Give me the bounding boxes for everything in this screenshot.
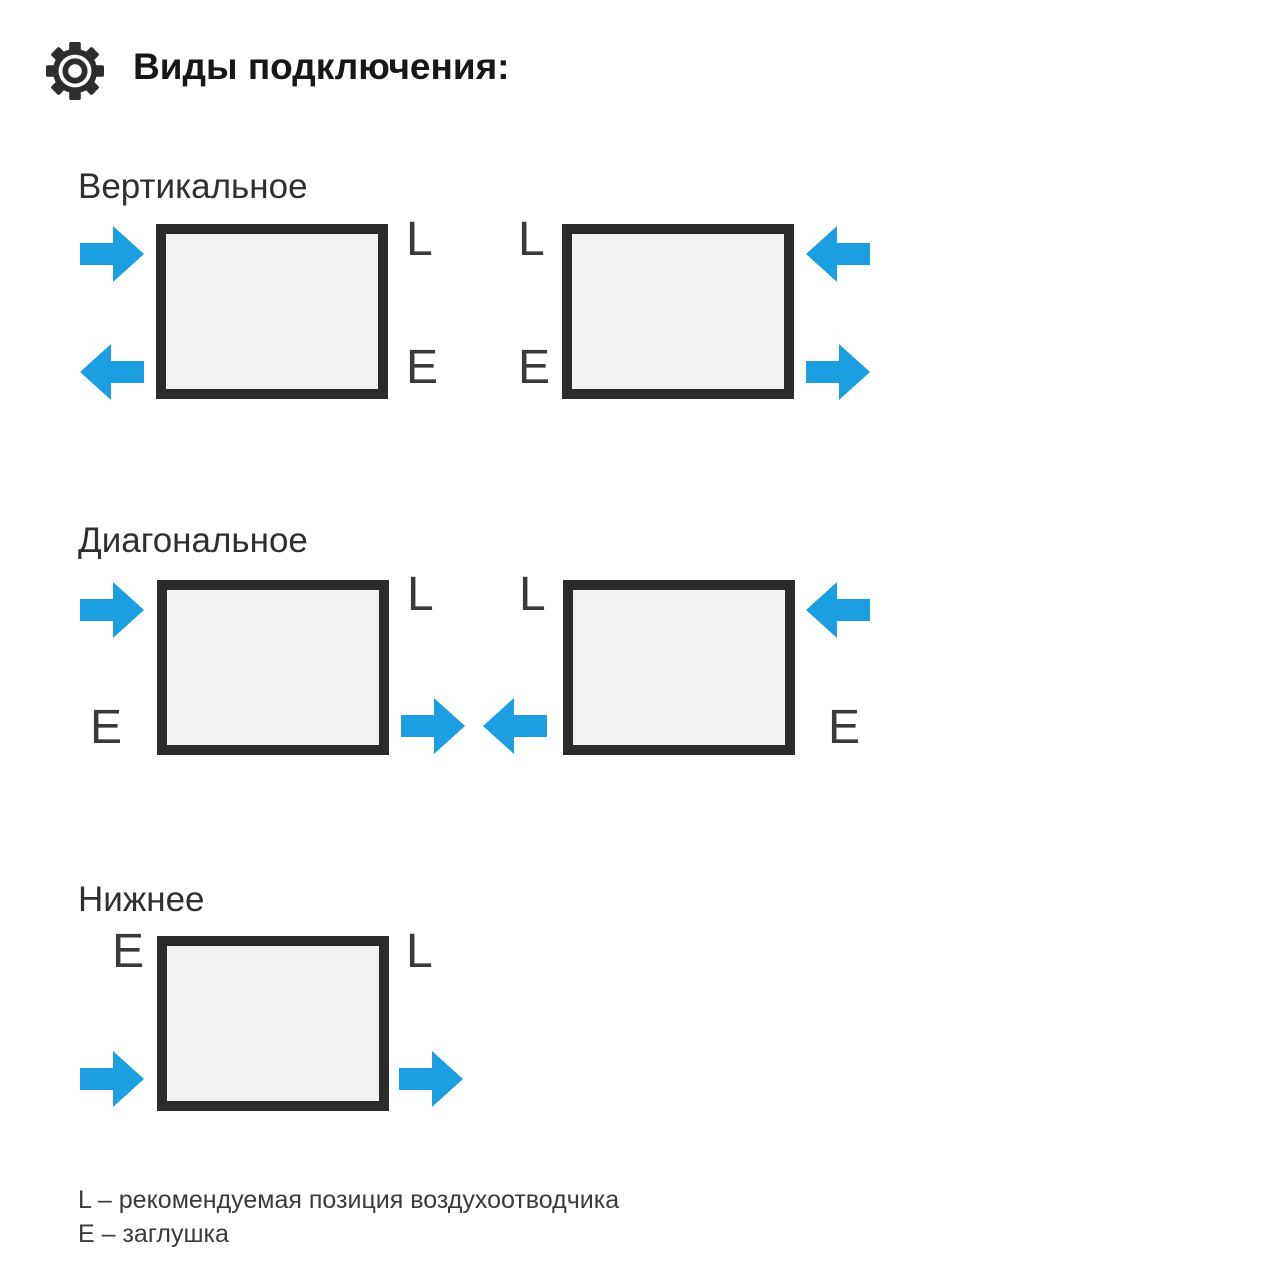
legend-line-l: L – рекомендуемая позиция воздухоотводчика — [78, 1186, 620, 1214]
port-label-l: L — [406, 925, 433, 978]
page-title: Виды подключения: — [133, 46, 510, 87]
port-label-l: L — [406, 213, 433, 266]
legend — [78, 1183, 619, 1251]
port-label-l: L — [407, 568, 434, 621]
port-label-l: L — [518, 213, 545, 266]
section-label: Диагональное — [78, 521, 308, 560]
arrow-right-icon — [80, 1051, 144, 1107]
arrow-right-icon — [399, 1051, 463, 1107]
arrow-right-icon — [806, 344, 870, 400]
arrow-right-icon — [80, 226, 144, 282]
port-label-e: E — [90, 701, 123, 754]
section-label: Вертикальное — [78, 167, 308, 206]
section-label: Нижнее — [78, 880, 205, 919]
gear-icon — [46, 42, 104, 100]
arrow-left-icon — [806, 226, 870, 282]
port-label-e: E — [828, 701, 861, 754]
port-label-l: L — [519, 568, 546, 621]
arrow-left-icon — [806, 582, 870, 638]
radiator-rect — [157, 936, 389, 1111]
radiator-rect — [563, 580, 795, 755]
radiator-rect — [157, 580, 389, 755]
arrow-left-icon — [80, 344, 144, 400]
port-label-e: E — [406, 341, 439, 394]
port-label-e: E — [112, 925, 145, 978]
arrow-right-icon — [401, 698, 465, 754]
radiator-rect — [156, 224, 388, 399]
legend-line-e: E – заглушка — [78, 1220, 229, 1248]
port-label-e: E — [518, 341, 551, 394]
arrow-right-icon — [80, 582, 144, 638]
arrow-left-icon — [483, 698, 547, 754]
radiator-rect — [562, 224, 794, 399]
